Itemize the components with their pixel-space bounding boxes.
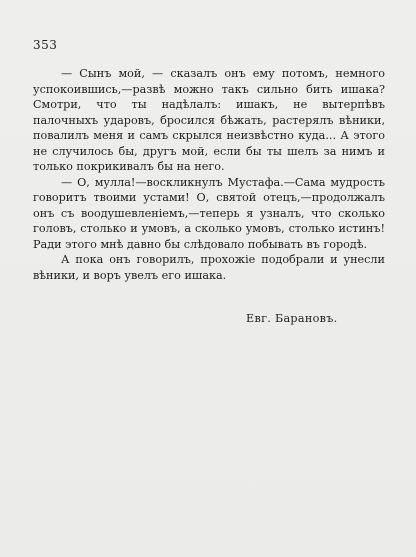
- page-number: 353: [33, 38, 58, 52]
- author-signature: Евг. Барановъ.: [246, 312, 338, 325]
- story-text: [33, 66, 385, 283]
- paragraph-2: — О, мулла!—воскликнулъ Мустафа.—Сама мудрость говоритъ твоими устами! О, святой отецъ,—продолжалъ онъ съ воодушевленіемъ,—теперь я узналъ, что сколько головъ, столько и умовъ, а сколько умовъ, столько истинъ! Ради этого мнѣ давно бы слѣдовало побывать въ городѣ.: [33, 175, 385, 251]
- paragraph-3: А пока онъ говорилъ, прохожіе подобрали и унесли вѣники, и воръ увелъ его ишака.: [33, 253, 385, 282]
- paragraph-1: — Сынъ мой, — сказалъ онъ ему потомъ, немного успокоившись,—развѣ можно такъ сильно бить ишака? Смотри, что ты надѣлалъ: ишакъ, не вытерпѣвъ палочныхъ ударовъ, бросился бѣжать, растерялъ вѣники, повалилъ меня и самъ скрылся неизвѣстно куда... А этого не случилось бы, другъ мой, если бы ты шелъ за нимъ и только покрикивалъ бы на него.: [33, 67, 385, 173]
